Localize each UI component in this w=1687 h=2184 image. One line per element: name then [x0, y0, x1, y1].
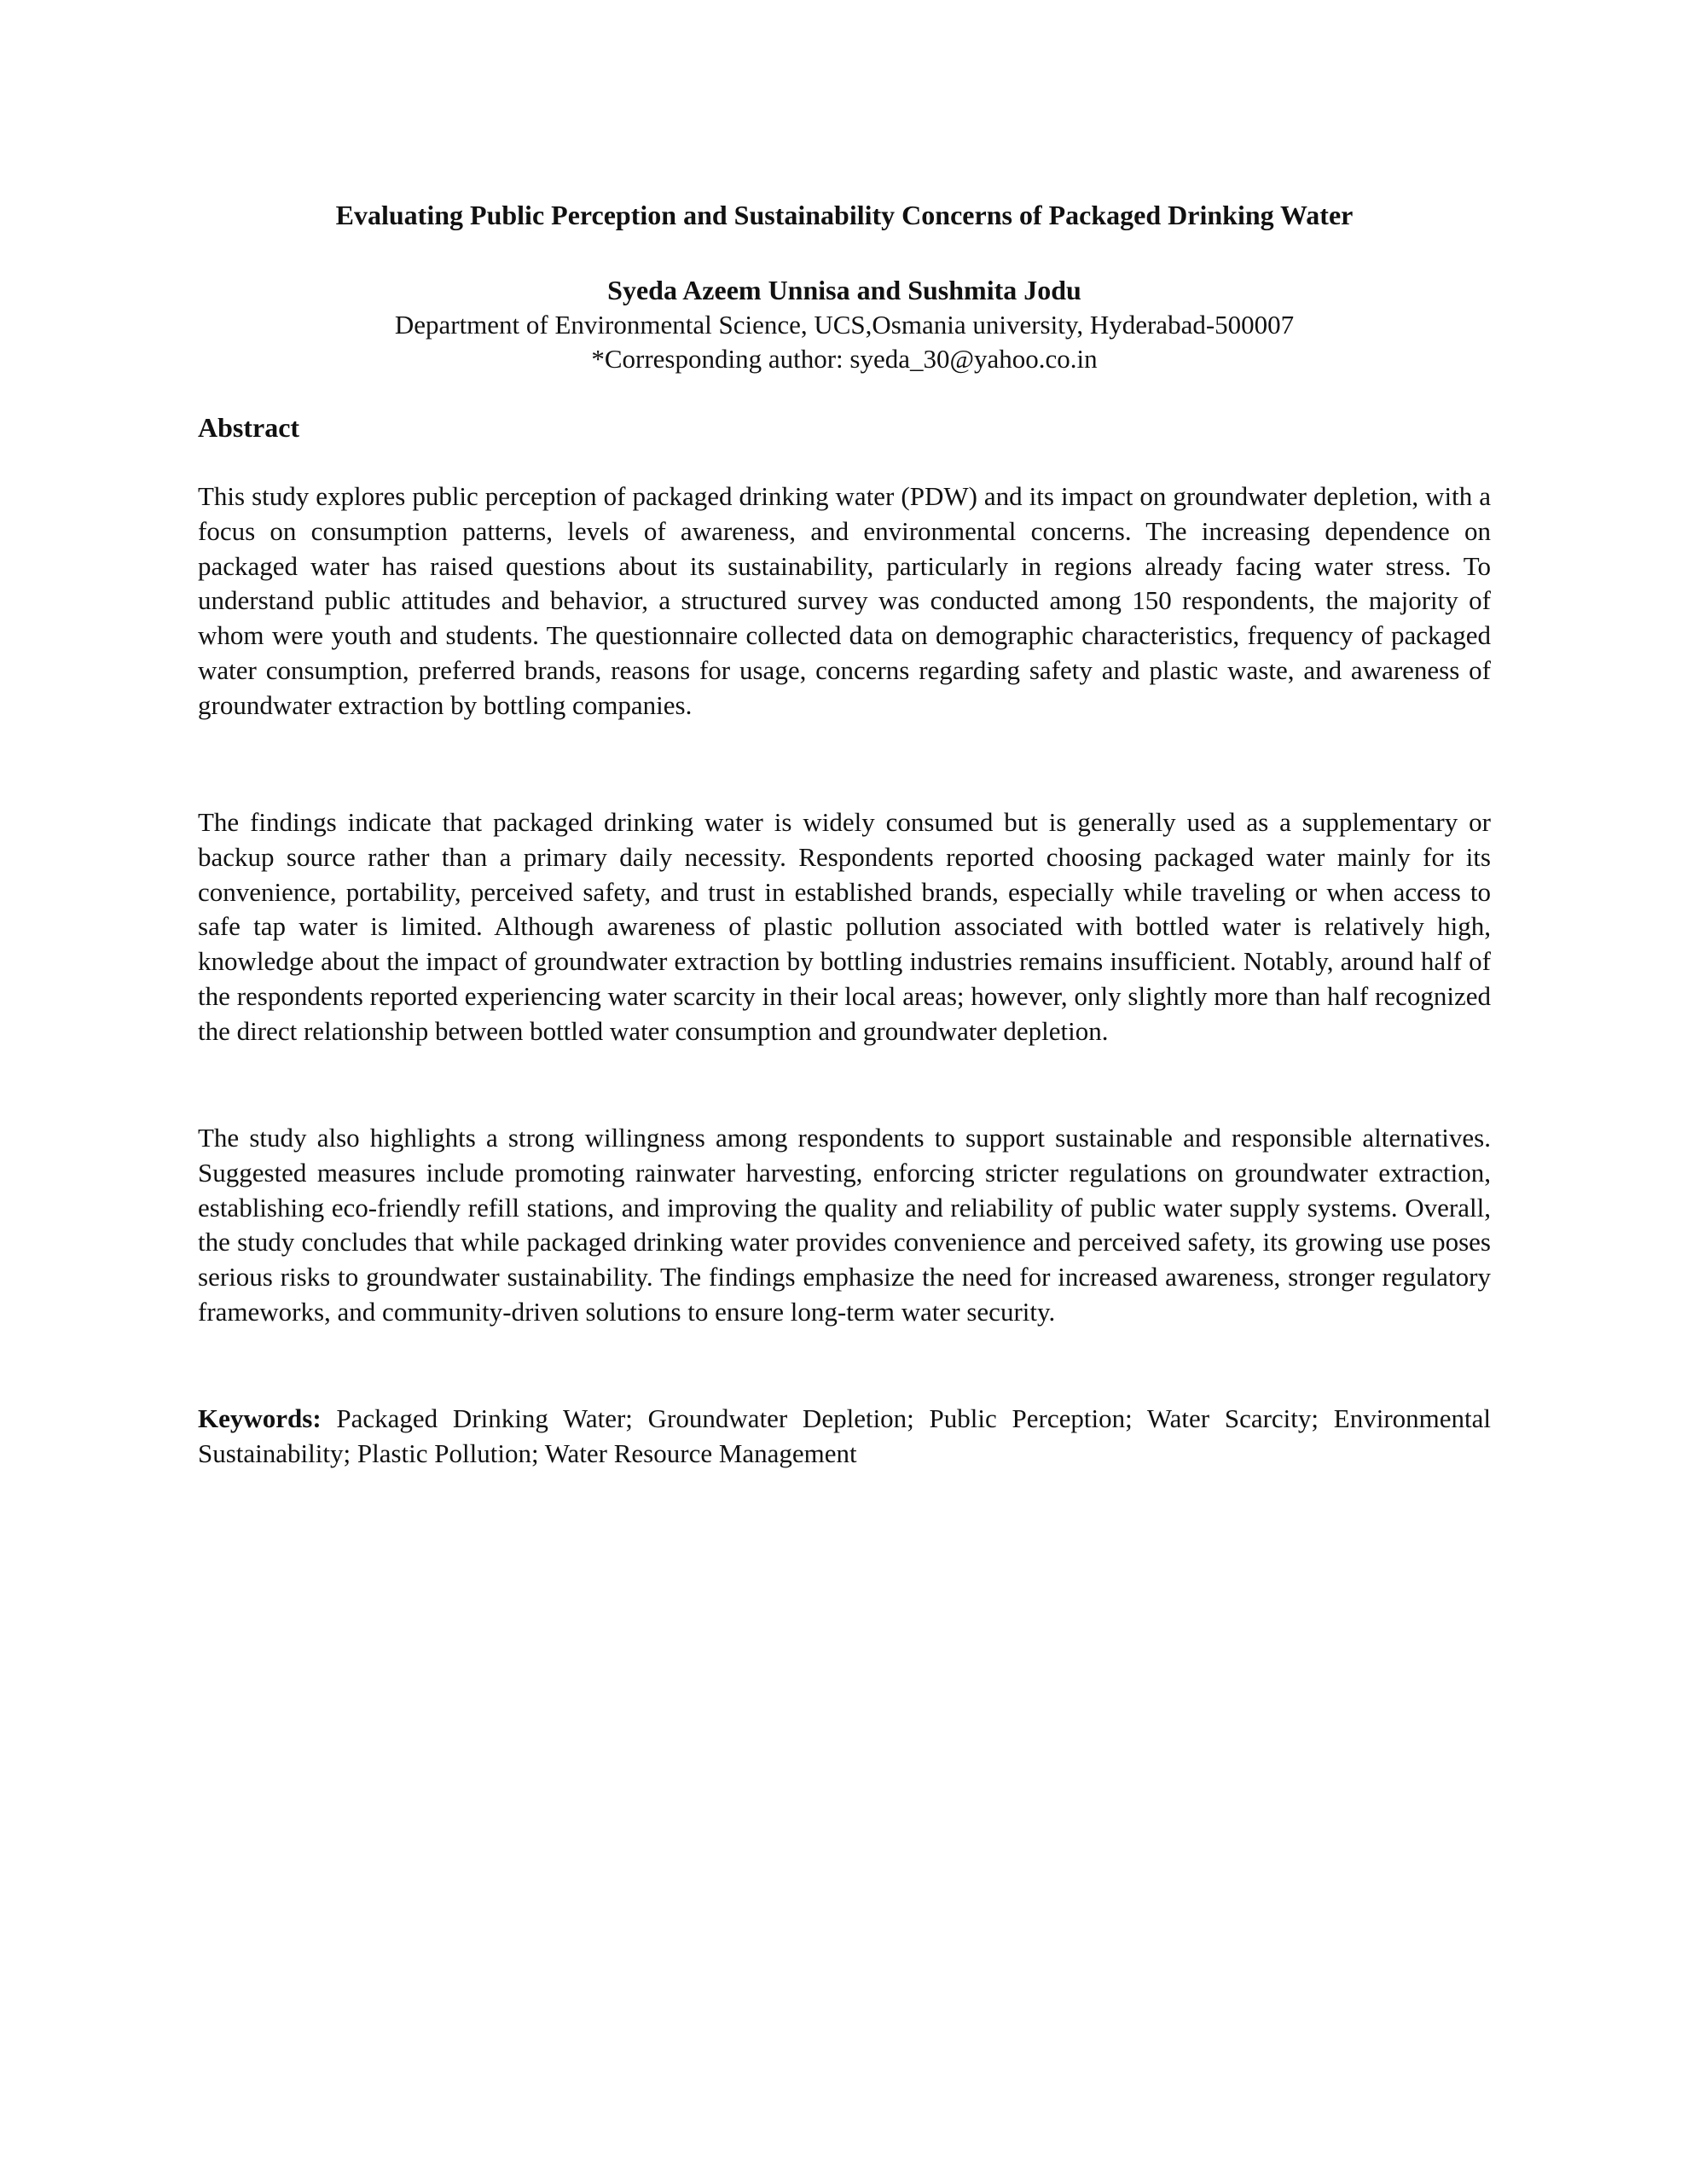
keywords-section	[198, 1402, 1491, 1472]
author-names: Syeda Azeem Unnisa and Sushmita Jodu	[607, 275, 1081, 305]
author-affiliation: Department of Environmental Science, UCS,Osmania university, Hyderabad-500007	[394, 310, 1295, 340]
keywords-label: Keywords:	[198, 1403, 322, 1433]
keywords-list: Packaged Drinking Water; Groundwater Depletion; Public Perception; Water Scarcity; Environmental Sustainability; Plastic Pollution; Water Resource Management	[198, 1403, 1491, 1468]
abstract-paragraph-2: The findings indicate that packaged drinking water is widely consumed but is generally used as a supplementary or backup source rather than a primary daily necessity. Respondents reported choosing packaged water mainly for its convenience, portability, perceived safety, and trust in established brands, especially while traveling or when access to safe tap water is limited. Although awareness of plastic pollution associated with bottled water is relatively high, knowledge about the impact of groundwater extraction by bottling industries remains insufficient. Notably, around half of the respondents reported experiencing water scarcity in their local areas; however, only slightly more than half recognized the direct relationship between bottled water consumption and groundwater depletion.	[198, 807, 1491, 1046]
abstract-paragraph-1: This study explores public perception of packaged drinking water (PDW) and its impact on groundwater depletion, with a focus on consumption patterns, levels of awareness, and environmental concerns. The increasing dependence on packaged water has raised questions about its sustainability, particularly in regions already facing water stress. To understand public attitudes and behavior, a structured survey was conducted among 150 respondents, the majority of whom were youth and students. The questionnaire collected data on demographic characteristics, frequency of packaged water consumption, preferred brands, reasons for usage, concerns regarding safety and plastic waste, and awareness of groundwater extraction by bottling companies.	[198, 481, 1491, 720]
corresponding-author: *Corresponding author: syeda_30@yahoo.co.in	[591, 344, 1098, 374]
paper-title: Evaluating Public Perception and Sustainability Concerns of Packaged Drinking Water	[335, 200, 1354, 230]
abstract-paragraph-3: The study also highlights a strong willingness among respondents to support sustainable and responsible alternatives. Suggested measures include promoting rainwater harvesting, enforcing stricter regulations on groundwater extraction, establishing eco-friendly refill stations, and improving the quality and reliability of public water supply systems. Overall, the study concludes that while packaged drinking water provides convenience and perceived safety, its growing use poses serious risks to groundwater sustainability. The findings emphasize the need for increased awareness, stronger regulatory frameworks, and community-driven solutions to ensure long-term water security.	[198, 1123, 1491, 1327]
abstract-heading: Abstract	[198, 412, 300, 443]
